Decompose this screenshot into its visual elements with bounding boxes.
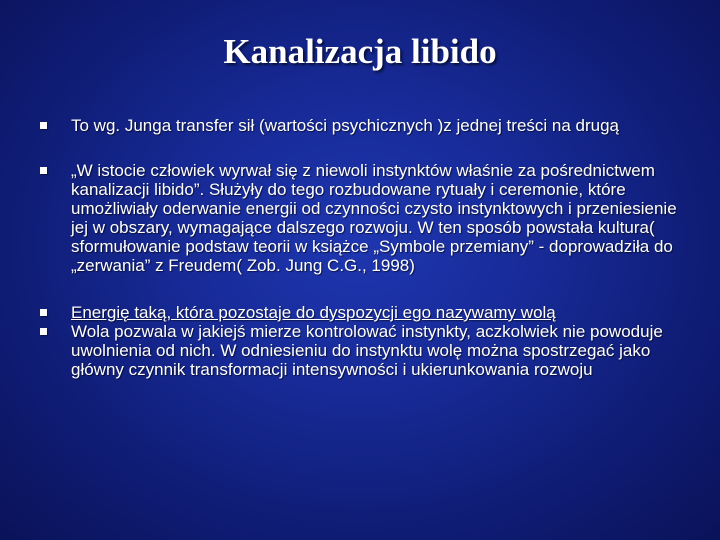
bullet-item-1 [38,116,698,135]
bullet-item-4 [38,322,698,379]
square-bullet-icon [40,309,47,316]
bullet-text-1: To wg. Junga transfer sił (wartości psychicznych )z jednej treści na drugą [71,116,620,135]
bullet-item-3 [38,303,698,322]
bullet-item-2 [38,161,698,275]
bullet-text-4: Wola pozwala w jakiejś mierze kontrolować instynkty, aczkolwiek nie powoduje uwolnienia od nich. W odniesieniu do instynktu wolę można spostrzegać jako główny czynnik transformacji intensywności i ukierunkowania rozwoju [71,322,663,379]
bullet-text-2: „W istocie człowiek wyrwał się z niewoli instynktów właśnie za pośrednictwem kanalizacji libido”. Służyły do tego rozbudowane rytuały i ceremonie, które umożliwiały oderwanie energii od czynności czysto instynktowych i przeniesienie jej w obszary, wymagające dalszego rozwoju. W ten sposób powstała kultura( sformułowanie podstaw teorii w książce „Symbole przemiany” - doprowadziła do „zerwania” z Freudem( Zob. Jung C.G., 1998) [71,161,677,275]
square-bullet-icon [40,122,47,129]
square-bullet-icon [40,167,47,174]
slide-title: Kanalizacja libido [223,32,497,71]
bullet-list [38,116,698,379]
square-bullet-icon [40,328,47,335]
bullet-text-3: Energię taką, która pozostaje do dyspozycji ego nazywamy wolą [71,303,556,322]
